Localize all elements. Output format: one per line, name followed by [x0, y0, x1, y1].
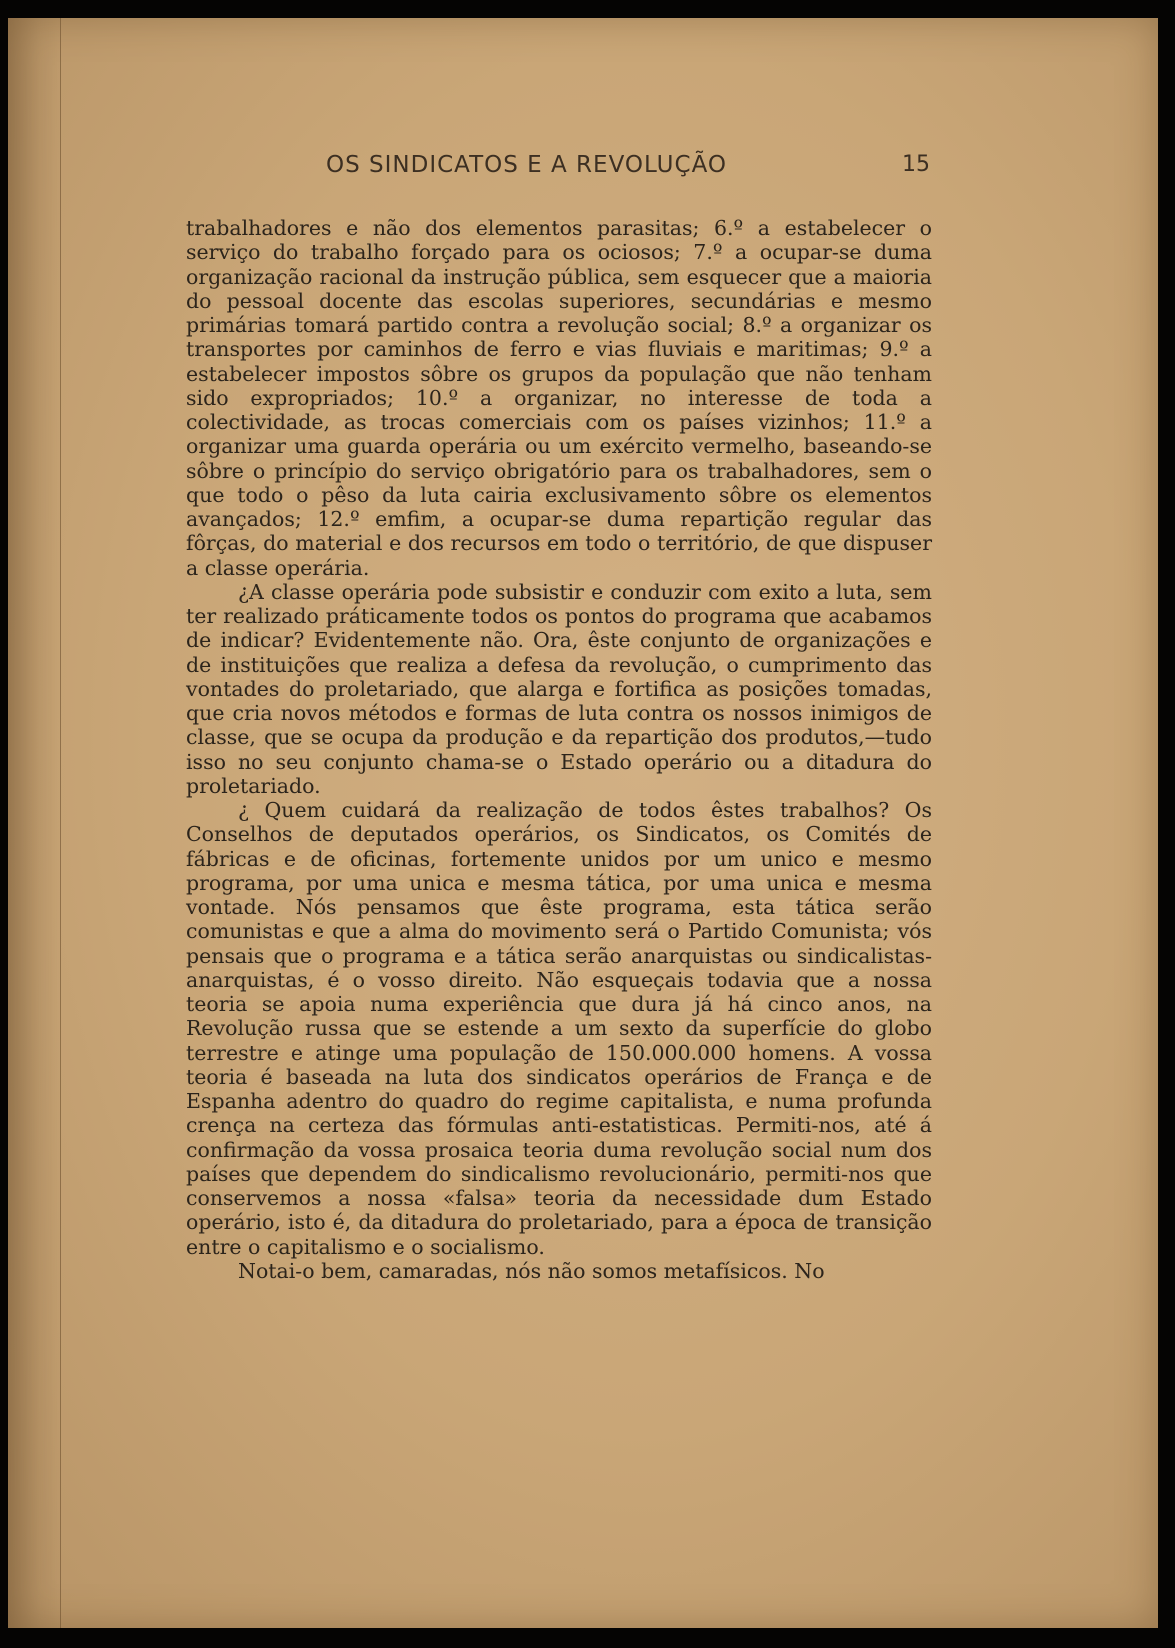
- paragraph-2: ¿A classe operária pode subsistir e conduzir com exito a luta, sem ter realizado práticamente todos os pontos do programa que acabamos de indicar? Evidentemente não. Ora, êste conjunto de organizações e de instituições que realiza a defesa da revolução, o cumprimento das vontades do proletariado, que alarga e fortifica as posições tomadas, que cria novos métodos e formas de luta contra os nossos inimigos de classe, que se ocupa da produção e da repartição dos produtos,—tudo isso no seu conjunto chama-se o Estado operário ou a ditadura do proletariado.: [186, 579, 932, 798]
- running-header: [186, 138, 938, 198]
- paragraph-3: ¿ Quem cuidará da realização de todos êstes trabalhos? Os Conselhos de deputados operários, os Sindicatos, os Comités de fábricas e de oficinas, fortemente unidos por um unico e mesmo programa, por uma unica e mesma tática, por uma unica e mesma vontade. Nós pensamos que êste programa, esta tática serão comunistas e que a alma do movimento será o Partido Comunista; vós pensais que o programa e a tática serão anarquistas ou sindicalistas-anarquistas, é o vosso direito. Não esqueçais todavia que a nossa teoria se apoia numa experiência que dura já há cinco anos, na Revolução russa que se estende a um sexto da superfície do globo terrestre e atinge uma população de 150.000.000 homens. A vossa teoria é baseada na luta dos sindicatos operários de França e de Espanha adentro do quadro do regime capitalista, e numa profunda crença na certeza das fórmulas anti-estatisticas. Permiti-nos, até á confirmação da vossa prosaica teoria duma revolução social num dos países que dependem do sindicalismo revolucionário, permiti-nos que conservemos a nossa «falsa» teoria da necessidade dum Estado operário, isto é, da ditadura do proletariado, para a época de transição entre o capitalismo e o socialismo.: [186, 798, 932, 1259]
- running-title: OS SINDICATOS E A REVOLUÇÃO: [326, 152, 727, 178]
- page-number: 15: [902, 152, 930, 177]
- paragraph-1: trabalhadores e não dos elementos parasitas; 6.º a estabelecer o serviço do trabalho forçado para os ociosos; 7.º a ocupar-se duma organização racional da instrução pública, sem esquecer que a maioria do pessoal docente das escolas superiores, secundárias e mesmo primárias tomará partido contra a revolução social; 8.º a organizar os transportes por caminhos de ferro e vias fluviais e maritimas; 9.º a estabelecer impostos sôbre os grupos da população que não tenham sido expropriados; 10.º a organizar, no interesse de toda a colectividade, as trocas comerciais com os países vizinhos; 11.º a organizar uma guarda operária ou um exército vermelho, baseando-se sôbre o princípio do serviço obrigatório para os trabalhadores, sem o que todo o pêso da luta cairia exclusivamento sôbre os elementos avançados; 12.º emfim, a ocupar-se duma repartição regular das fôrças, do material e dos recursos em todo o território, de que dispuser a classe operária.: [186, 216, 932, 580]
- paragraph-4: Notai-o bem, camaradas, nós não somos metafísicos. No: [238, 1258, 825, 1283]
- page-binding-shadow: [8, 18, 61, 1628]
- body-text: [186, 216, 932, 1283]
